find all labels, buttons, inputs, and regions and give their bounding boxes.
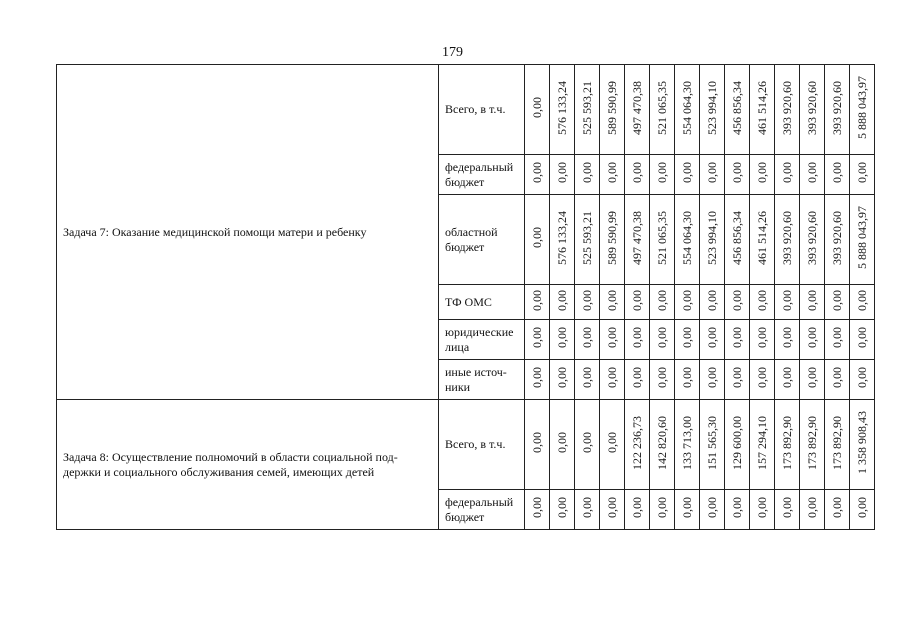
value-cell — [825, 65, 850, 155]
value-text: 0,00 — [780, 497, 794, 518]
value-cell — [550, 65, 575, 155]
value-text: 0,00 — [855, 497, 869, 518]
value-text: 0,00 — [580, 327, 594, 348]
value-text: 523 994,10 — [705, 80, 719, 135]
value-cell — [575, 490, 600, 530]
value-cell — [550, 195, 575, 285]
funding-source: Всего, в т.ч. — [439, 65, 525, 155]
funding-source: ТФ ОМС — [439, 285, 525, 320]
value-cell — [575, 65, 600, 155]
value-text: 0,00 — [830, 327, 844, 348]
value-text: 0,00 — [755, 162, 769, 183]
value-text: 0,00 — [530, 367, 544, 388]
value-cell — [550, 400, 575, 490]
value-cell — [800, 155, 825, 195]
value-cell — [825, 155, 850, 195]
funding-source: федеральный бюджет — [439, 490, 525, 530]
value-cell — [550, 320, 575, 360]
value-text: 0,00 — [805, 497, 819, 518]
value-cell — [700, 360, 725, 400]
value-cell — [600, 490, 625, 530]
value-text: 0,00 — [580, 289, 594, 311]
value-text: 0,00 — [830, 497, 844, 518]
value-cell — [750, 195, 775, 285]
value-cell — [700, 320, 725, 360]
value-text: 0,00 — [780, 327, 794, 348]
value-cell — [750, 320, 775, 360]
value-cell — [750, 490, 775, 530]
value-text: 122 236,73 — [630, 415, 644, 470]
value-cell — [650, 155, 675, 195]
value-cell — [625, 400, 650, 490]
value-text: 0,00 — [605, 367, 619, 388]
value-cell — [525, 320, 550, 360]
value-cell — [700, 65, 725, 155]
value-text: 0,00 — [730, 367, 744, 388]
value-cell — [625, 65, 650, 155]
value-text: 0,00 — [830, 289, 844, 311]
funding-source: юридические лица — [439, 320, 525, 360]
value-text: 0,00 — [530, 97, 544, 118]
value-cell — [600, 320, 625, 360]
value-cell — [850, 490, 875, 530]
value-cell — [850, 400, 875, 490]
value-text: 393 920,60 — [805, 210, 819, 265]
funding-source: федеральный бюджет — [439, 155, 525, 195]
task-title: Задача 8: Осуществление полномочий в области социальной под-держки и социального обслуживания семей, имеющих детей — [57, 400, 439, 530]
value-cell — [675, 65, 700, 155]
value-text: 0,00 — [580, 162, 594, 183]
value-text: 173 892,90 — [805, 415, 819, 470]
value-cell — [725, 320, 750, 360]
value-text: 393 920,60 — [780, 80, 794, 135]
value-cell — [725, 195, 750, 285]
value-text: 151 565,30 — [705, 415, 719, 470]
value-text: 393 920,60 — [805, 80, 819, 135]
value-cell — [725, 400, 750, 490]
value-text: 0,00 — [680, 162, 694, 183]
value-text: 0,00 — [730, 162, 744, 183]
value-text: 525 593,21 — [580, 80, 594, 135]
value-text: 0,00 — [730, 289, 744, 311]
value-cell — [800, 285, 825, 320]
value-cell — [750, 400, 775, 490]
value-text: 456 856,34 — [730, 80, 744, 135]
value-text: 0,00 — [530, 432, 544, 453]
value-cell — [800, 400, 825, 490]
value-cell — [825, 320, 850, 360]
value-cell — [575, 285, 600, 320]
value-cell — [850, 360, 875, 400]
value-cell — [800, 320, 825, 360]
value-text: 0,00 — [655, 367, 669, 388]
value-text: 0,00 — [630, 289, 644, 311]
value-cell — [700, 490, 725, 530]
value-text: 0,00 — [530, 289, 544, 311]
value-text: 0,00 — [655, 289, 669, 311]
value-text: 0,00 — [655, 162, 669, 183]
value-text: 0,00 — [680, 327, 694, 348]
value-text: 1 358 908,43 — [855, 411, 869, 474]
value-text: 133 713,00 — [680, 415, 694, 470]
value-cell — [775, 195, 800, 285]
value-cell — [525, 285, 550, 320]
value-text: 0,00 — [530, 497, 544, 518]
value-cell — [625, 360, 650, 400]
value-cell — [775, 490, 800, 530]
value-cell — [625, 155, 650, 195]
value-text: 393 920,60 — [830, 210, 844, 265]
value-text: 0,00 — [705, 497, 719, 518]
funding-source: иные источ-ники — [439, 360, 525, 400]
value-cell — [775, 400, 800, 490]
value-text: 461 514,26 — [755, 80, 769, 135]
value-text: 0,00 — [705, 289, 719, 311]
value-text: 0,00 — [605, 327, 619, 348]
value-cell — [725, 285, 750, 320]
value-cell — [675, 360, 700, 400]
value-cell — [750, 360, 775, 400]
value-cell — [725, 490, 750, 530]
value-cell — [625, 285, 650, 320]
value-cell — [850, 155, 875, 195]
value-cell — [825, 195, 850, 285]
value-cell — [800, 65, 825, 155]
value-text: 0,00 — [730, 497, 744, 518]
value-text: 497 470,38 — [630, 80, 644, 135]
value-text: 0,00 — [805, 367, 819, 388]
value-text: 525 593,21 — [580, 210, 594, 265]
value-text: 393 920,60 — [780, 210, 794, 265]
value-text: 0,00 — [755, 289, 769, 311]
value-cell — [850, 195, 875, 285]
value-cell — [600, 155, 625, 195]
page-number: 179 — [442, 45, 463, 60]
value-cell — [525, 155, 550, 195]
value-text: 576 133,24 — [555, 80, 569, 135]
value-cell — [550, 490, 575, 530]
table-row — [57, 400, 875, 490]
value-text: 523 994,10 — [705, 210, 719, 265]
value-text: 0,00 — [605, 289, 619, 311]
value-text: 0,00 — [530, 162, 544, 183]
value-text: 0,00 — [705, 367, 719, 388]
value-cell — [525, 360, 550, 400]
value-cell — [525, 65, 550, 155]
value-cell — [750, 65, 775, 155]
value-text: 0,00 — [605, 432, 619, 453]
value-text: 157 294,10 — [755, 415, 769, 470]
value-text: 554 064,30 — [680, 80, 694, 135]
value-cell — [600, 285, 625, 320]
value-text: 0,00 — [730, 327, 744, 348]
value-text: 0,00 — [680, 289, 694, 311]
value-text: 0,00 — [555, 497, 569, 518]
value-text: 0,00 — [555, 367, 569, 388]
value-text: 0,00 — [580, 432, 594, 453]
funding-source: Всего, в т.ч. — [439, 400, 525, 490]
value-cell — [600, 195, 625, 285]
value-cell — [850, 65, 875, 155]
value-text: 0,00 — [780, 162, 794, 183]
value-cell — [650, 400, 675, 490]
value-cell — [600, 360, 625, 400]
value-text: 0,00 — [755, 327, 769, 348]
value-cell — [650, 490, 675, 530]
table-row — [57, 65, 875, 155]
value-cell — [850, 285, 875, 320]
value-text: 0,00 — [630, 327, 644, 348]
value-text: 0,00 — [580, 367, 594, 388]
value-cell — [775, 360, 800, 400]
value-text: 0,00 — [855, 327, 869, 348]
value-cell — [750, 285, 775, 320]
value-text: 0,00 — [680, 367, 694, 388]
value-cell — [775, 320, 800, 360]
value-cell — [700, 400, 725, 490]
value-text: 0,00 — [830, 162, 844, 183]
value-text: 0,00 — [605, 162, 619, 183]
value-text: 129 600,00 — [730, 415, 744, 470]
value-cell — [675, 320, 700, 360]
budget-table — [56, 64, 875, 530]
value-text: 0,00 — [605, 497, 619, 518]
value-cell — [575, 360, 600, 400]
value-cell — [675, 400, 700, 490]
value-cell — [625, 195, 650, 285]
value-cell — [700, 195, 725, 285]
value-text: 0,00 — [655, 497, 669, 518]
value-text: 5 888 043,97 — [855, 76, 869, 139]
value-cell — [575, 320, 600, 360]
value-text: 393 920,60 — [830, 80, 844, 135]
value-text: 497 470,38 — [630, 210, 644, 265]
value-cell — [825, 490, 850, 530]
value-cell — [825, 400, 850, 490]
value-text: 0,00 — [680, 497, 694, 518]
value-cell — [525, 195, 550, 285]
value-cell — [625, 490, 650, 530]
value-text: 0,00 — [705, 327, 719, 348]
value-cell — [800, 360, 825, 400]
value-text: 0,00 — [630, 162, 644, 183]
value-text: 0,00 — [530, 227, 544, 248]
value-text: 589 590,99 — [605, 210, 619, 265]
value-text: 589 590,99 — [605, 80, 619, 135]
value-cell — [550, 360, 575, 400]
value-text: 0,00 — [855, 162, 869, 183]
value-text: 0,00 — [805, 327, 819, 348]
value-text: 0,00 — [755, 367, 769, 388]
value-text: 0,00 — [555, 289, 569, 311]
value-cell — [650, 65, 675, 155]
value-text: 0,00 — [780, 367, 794, 388]
value-text: 0,00 — [830, 367, 844, 388]
value-cell — [700, 155, 725, 195]
value-cell — [725, 65, 750, 155]
value-text: 0,00 — [780, 289, 794, 311]
value-cell — [775, 155, 800, 195]
value-text: 0,00 — [630, 497, 644, 518]
value-cell — [800, 195, 825, 285]
value-cell — [750, 155, 775, 195]
value-cell — [775, 285, 800, 320]
value-cell — [800, 490, 825, 530]
value-cell — [525, 400, 550, 490]
task-title: Задача 7: Оказание медицинской помощи матери и ребенку — [57, 65, 439, 400]
value-text: 142 820,60 — [655, 415, 669, 470]
value-cell — [850, 320, 875, 360]
value-cell — [725, 155, 750, 195]
value-cell — [600, 400, 625, 490]
value-text: 0,00 — [755, 497, 769, 518]
value-cell — [650, 195, 675, 285]
value-cell — [675, 285, 700, 320]
value-cell — [625, 320, 650, 360]
value-text: 461 514,26 — [755, 210, 769, 265]
value-cell — [650, 360, 675, 400]
value-text: 0,00 — [655, 327, 669, 348]
value-cell — [675, 155, 700, 195]
value-text: 0,00 — [705, 162, 719, 183]
value-text: 521 065,35 — [655, 80, 669, 135]
value-cell — [825, 285, 850, 320]
value-text: 0,00 — [805, 162, 819, 183]
value-cell — [525, 490, 550, 530]
value-cell — [650, 285, 675, 320]
value-text: 0,00 — [630, 367, 644, 388]
value-cell — [550, 285, 575, 320]
value-cell — [575, 195, 600, 285]
value-cell — [650, 320, 675, 360]
value-text: 173 892,90 — [830, 415, 844, 470]
value-text: 456 856,34 — [730, 210, 744, 265]
value-text: 0,00 — [580, 497, 594, 518]
value-text: 521 065,35 — [655, 210, 669, 265]
value-text: 0,00 — [530, 327, 544, 348]
value-cell — [700, 285, 725, 320]
funding-source: областной бюджет — [439, 195, 525, 285]
value-text: 554 064,30 — [680, 210, 694, 265]
value-cell — [675, 490, 700, 530]
value-text: 0,00 — [855, 289, 869, 311]
value-text: 0,00 — [855, 367, 869, 388]
value-cell — [825, 360, 850, 400]
value-text: 0,00 — [805, 289, 819, 311]
value-cell — [775, 65, 800, 155]
value-cell — [575, 400, 600, 490]
value-cell — [550, 155, 575, 195]
value-cell — [575, 155, 600, 195]
value-cell — [600, 65, 625, 155]
value-text: 0,00 — [555, 327, 569, 348]
value-text: 576 133,24 — [555, 210, 569, 265]
value-text: 173 892,90 — [780, 415, 794, 470]
value-text: 0,00 — [555, 162, 569, 183]
value-cell — [725, 360, 750, 400]
value-cell — [675, 195, 700, 285]
value-text: 0,00 — [555, 432, 569, 453]
value-text: 5 888 043,97 — [855, 206, 869, 269]
